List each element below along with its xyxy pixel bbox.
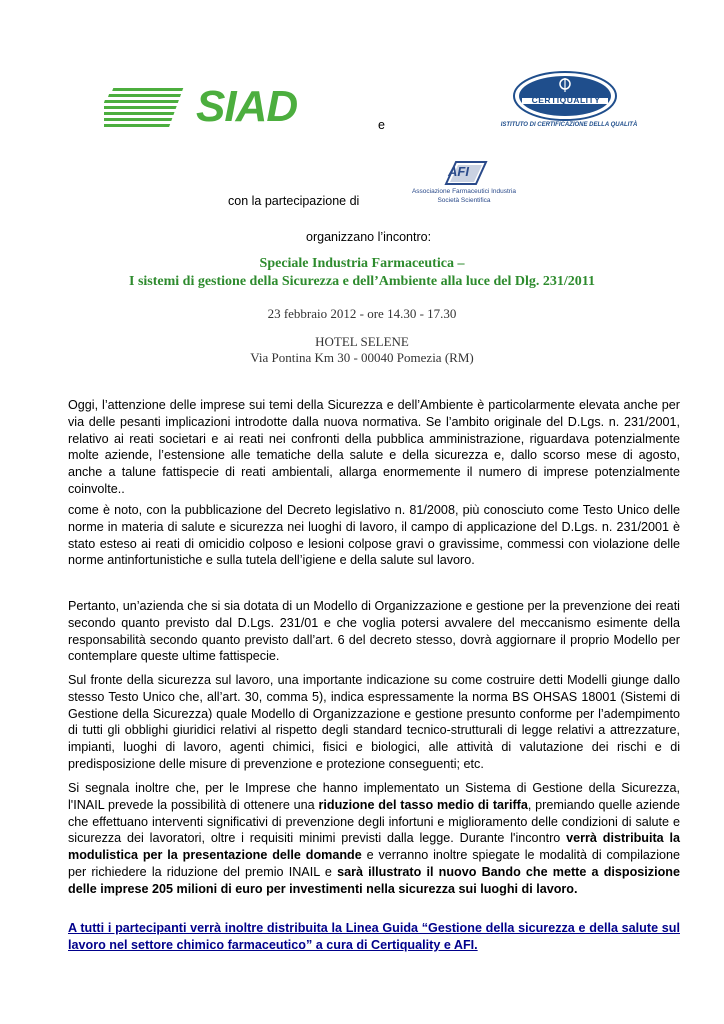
event-venue: HOTEL SELENE — [315, 334, 409, 349]
inail-text-c: , premiando quelle aziende che effettuano interventi significativi di prevenzione degli infortuni e miglioramento delle condizioni di salute e sicurezza dei lavoratori, oltre i requisiti minimi previsti dalla legge. Durante l'incontro — [68, 797, 681, 846]
paragraph-modello: Pertanto, un’azienda che si sia dotata di un Modello di Organizzazione e gestione per la prevenzione dei reati secondo quanto previsto dal D.Lgs. 231/01 e che voglia potersi avvalere del meccanismo esimente della responsabilità secondo quanto previsto dall’art. 6 del decreto stesso, dovrà aggiornare il proprio Modello per contemplare queste ultime fattispecie. — [68, 599, 680, 664]
certiquality-logo-text: CERTIQUALITY — [531, 95, 601, 105]
paragraph-inail — [68, 780, 680, 898]
inail-highlight-modulistica: verrà distribuita la modulistica per la presentazione delle domande — [68, 831, 681, 863]
inail-highlight-bando: sarà illustrato il nuovo Bando che mette a disposizione delle imprese 205 milioni di euro per investimenti nella sicurezza sui luoghi di lavoro. — [68, 864, 680, 896]
partnership-label: con la partecipazione di — [228, 194, 360, 208]
inail-text-e: e verranno inoltre spiegate le modalità di compilazione per richiedere la riduzione del premio INAIL e — [68, 848, 681, 879]
siad-stripes-icon — [104, 86, 184, 130]
paragraph-intro: Oggi, l’attenzione delle imprese sui temi della Sicurezza e dell’Ambiente è particolarmente elevata anche per via delle pesanti implicazioni introdotte dalla nuova normativa. Se l’ambito originale del D.Lgs. n. 231/2001, relativo ai reati societari e ai reati nei confronti della pubblica amministrazione, riguardava potenzialmente molte aziende, l’estensione alle tematiche della salute e della sicurezza e, dallo scorso mese di agosto, anche a talune fattispecie di reati ambientali, allarga enormemente il numero di imprese potenzialmente coinvolte.. — [68, 398, 680, 496]
paragraph-ohsas: Sul fronte della sicurezza sul lavoro, una importante indicazione su come costruire detti Modelli giunge dallo stesso Testo Unico che, all’art. 30, comma 5), indica espressamente la norma BS OHSAS 18001 (Sistemi di Gestione della Sicurezza) quale Modello di Organizzazione e gestione presunto conforme per l’adempimento di tutti gli obblighi giuridici relativi al rispetto degli standard tecnico-strutturali di legge relativi a attrezzature, impianti, luoghi di lavoro, agenti chimici, fisici e biologici, alle attività di valutazione dei rischi e di predisposizione delle misure di prevenzione e protezione conseguenti; etc. — [68, 673, 680, 771]
event-title-line2: I sistemi di gestione della Sicurezza e dell’Ambiente alla luce del Dlg. 231/2011 — [129, 274, 595, 289]
paragraph-linea-guida: A tutti i partecipanti verrà inoltre distribuita la Linea Guida “Gestione della sicurezza e della salute sul lavoro nel settore chimico farmaceutico” a cura di Certiquality e AFI. — [68, 921, 680, 952]
event-date: 23 febbraio 2012 - ore 14.30 - 17.30 — [267, 306, 457, 321]
afi-logo — [404, 160, 524, 208]
inail-highlight-riduzione: riduzione del tasso medio di tariffa — [318, 797, 528, 812]
certiquality-caption: ISTITUTO DI CERTIFICAZIONE DELLA QUALITÀ — [500, 122, 638, 128]
event-title-line1: Speciale Industria Farmaceutica – — [259, 256, 465, 271]
siad-logo — [104, 82, 298, 132]
afi-caption-line2: Società Scientifica — [437, 197, 491, 204]
inail-text-a: Si segnala inoltre che, per le Imprese che hanno implementato un Sistema di Gestione della Sicurezza, l'INAIL prevede la possibilità di ottenere una — [68, 781, 680, 812]
siad-logo-text: SIAD — [196, 82, 298, 131]
event-address: Via Pontina Km 30 - 00040 Pomezia (RM) — [250, 350, 474, 365]
paragraph-testo-unico: come è noto, con la pubblicazione del Decreto legislativo n. 81/2008, più conosciuto come Testo Unico delle norme in materia di salute e sicurezza nei luoghi di lavoro, il campo di applicazione del D.Lgs. n. 231/2001 è stato esteso ai reati di omicidio colposo e lesioni colpose gravi o gravissime, commessi con violazione delle norme antinfortunistiche e sulla tutela dell’igiene e della salute sul lavoro. — [68, 503, 680, 568]
afi-logo-text: AFI — [448, 164, 469, 179]
afi-caption-line1: Associazione Farmaceutici Industria — [411, 188, 517, 195]
organizers-line: organizzano l’incontro: — [306, 230, 432, 244]
certiquality-logo — [494, 70, 644, 132]
conjunction-text: e — [378, 118, 385, 132]
